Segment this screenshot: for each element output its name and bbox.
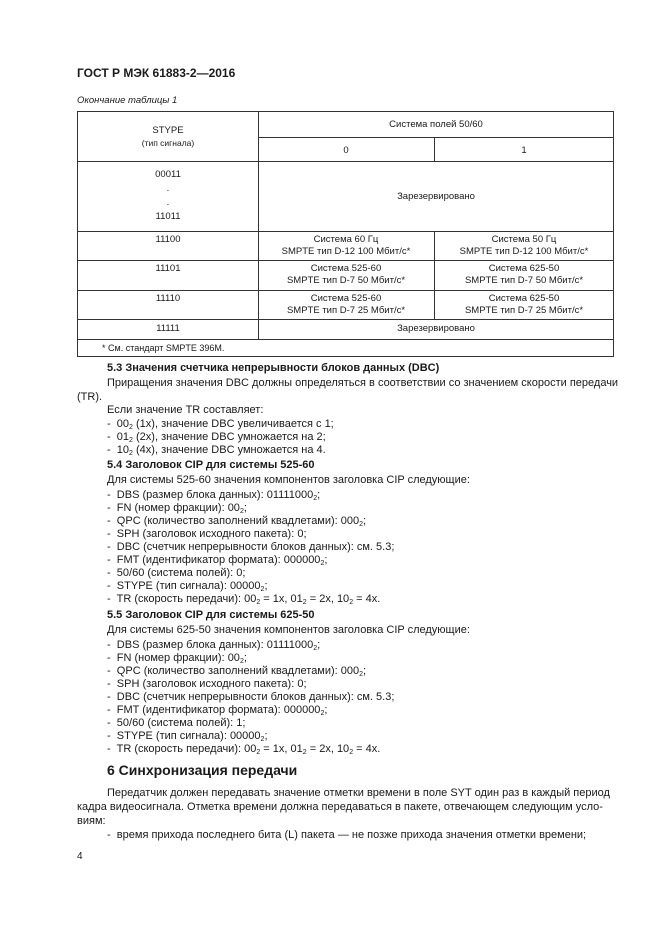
- list-item: - DBS (размер блока данных): $01111000_2$;: [107, 639, 321, 652]
- list-item: - DBC (счетчик непрерывности блоков данных): см. 5.3;: [107, 541, 395, 553]
- row-value: Система 525-60 SMPTE тип D-7 25 Мбит/с*: [286, 293, 406, 316]
- paragraph: виям:: [77, 815, 106, 827]
- list-item: - FN (номер фракции): $00_2$;: [107, 502, 247, 515]
- table-caption: Окончание таблицы 1: [77, 95, 178, 106]
- section-6-title: 6 Синхронизация передачи: [107, 762, 298, 778]
- paragraph: Для системы 525-60 значения компонентов заголовка CIP следующие:: [107, 474, 470, 486]
- paragraph: Передатчик должен передавать значение отметки времени в поле SYT один раз в каждый период: [107, 787, 610, 799]
- paragraph: (TR).: [77, 391, 103, 403]
- list-item: - время прихода последнего бита (L) пакета — не позже прихода значения отметки времени;: [107, 829, 587, 841]
- row-value: Система 50 Гц SMPTE тип D-12 100 Мбит/с*: [459, 234, 589, 257]
- document-header: ГОСТ Р МЭК 61883-2—2016: [77, 66, 236, 80]
- list-item: - $00_2$ (1x), значение DBC увеличивается с 1;: [107, 418, 334, 431]
- list-item: - FMT (идентификатор формата): $000000_2$;: [107, 554, 328, 567]
- row-reserved-value: Зарезервировано: [397, 323, 475, 334]
- paragraph: Для системы 625-50 значения компонентов заголовка CIP следующие:: [107, 624, 470, 636]
- row-value: Система 625-50 SMPTE тип D-7 50 Мбит/с*: [464, 263, 584, 286]
- list-item: - TR (скорость передачи): $00_2 = 1x$, $01_2 = 2x$, $10_2 = 4x$.: [107, 593, 381, 606]
- list-item: - 50/60 (система полей): 0;: [107, 567, 246, 579]
- row-code: 11111: [156, 323, 180, 334]
- table-footnote: * См. стандарт SMPTE 396M.: [102, 343, 225, 353]
- list-item: - DBC (счетчик непрерывности блоков данных): см. 5.3;: [107, 691, 395, 703]
- list-item: - STYPE (тип сигнала): $00000_2$;: [107, 580, 268, 593]
- stype-table: [77, 111, 614, 357]
- page-number: 4: [77, 851, 83, 862]
- section-5-5-title: 5.5 Заголовок CIP для системы 625-50: [107, 609, 315, 621]
- list-item: - QPC (количество заполнений квадлетами): $000_2$;: [107, 515, 367, 528]
- list-item: - DBS (размер блока данных): $01111000_2$;: [107, 489, 321, 502]
- row-reserved-value: Зарезервировано: [397, 191, 475, 202]
- list-item: - FMT (идентификатор формата): $000000_2$;: [107, 704, 328, 717]
- list-item: - $10_2$ (4x), значение DBC умножается на 4.: [107, 444, 326, 457]
- paragraph: кадра видеосигнала. Отметка времени должна передаваться в пакете, отвечающем следующим усло-: [77, 801, 603, 813]
- list-item: - TR (скорость передачи): $00_2 = 1x$, $01_2 = 2x$, $10_2 = 4x$.: [107, 743, 381, 756]
- stype-header: STYPE (тип сигнала): [141, 125, 195, 148]
- list-item: - QPC (количество заполнений квадлетами): $000_2$;: [107, 665, 367, 678]
- row-code: 11100: [155, 234, 181, 245]
- row-reserved-code: 00011 . . 11011: [155, 169, 181, 222]
- list-item: - $01_2$ (2x), значение DBC умножается на 2;: [107, 431, 326, 444]
- list-item: - FN (номер фракции): $00_2$;: [107, 652, 247, 665]
- row-value: Система 525-60 SMPTE тип D-7 50 Мбит/с*: [286, 263, 406, 286]
- list-item: - SPH (заголовок исходного пакета): 0;: [107, 528, 307, 540]
- section-5-3-title: 5.3 Значения счетчика непрерывности блоков данных (DBC): [107, 362, 440, 374]
- paragraph: Приращения значения DBC должны определяться в соответствии со значением скорости передачи: [107, 377, 619, 389]
- row-value: Система 60 Гц SMPTE тип D-12 100 Мбит/с*: [281, 234, 411, 257]
- paragraph: Если значение TR составляет:: [107, 404, 264, 416]
- fields-header: Система полей 50/60: [389, 119, 483, 130]
- row-code: 11101: [155, 263, 181, 274]
- list-item: - STYPE (тип сигнала): $00000_2$;: [107, 730, 268, 743]
- col-0-header: 0: [343, 145, 349, 156]
- section-5-4-title: 5.4 Заголовок CIP для системы 525-60: [107, 459, 315, 471]
- row-value: Система 625-50 SMPTE тип D-7 25 Мбит/с*: [464, 293, 584, 316]
- list-item: - 50/60 (система полей): 1;: [107, 717, 246, 729]
- list-item: - SPH (заголовок исходного пакета): 0;: [107, 678, 307, 690]
- col-1-header: 1: [521, 145, 527, 156]
- row-code: 11110: [155, 293, 181, 304]
